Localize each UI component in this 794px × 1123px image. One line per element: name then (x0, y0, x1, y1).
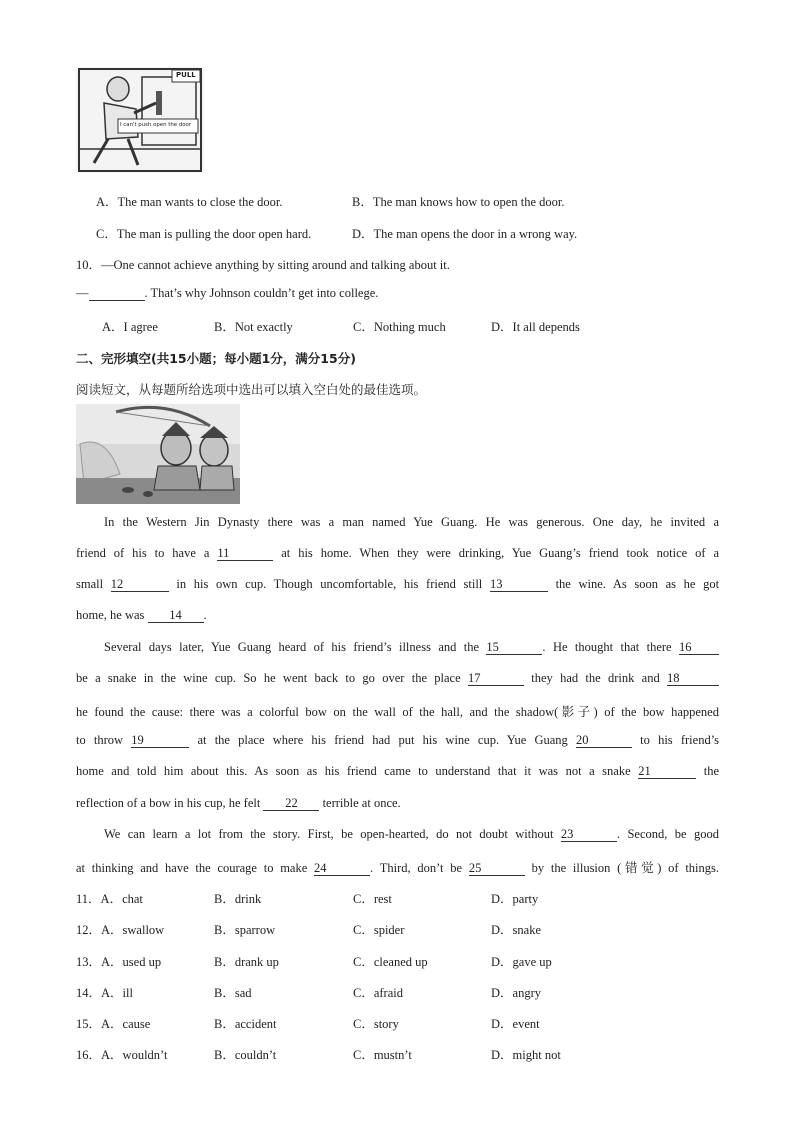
q9-option-b: B．The man knows how to open the door. (352, 195, 565, 209)
option-b: B．couldn’t (214, 1048, 277, 1062)
passage-p1-line1: In the Western Jin Dynasty there was a man named Yue Guang. He was generous. One day, he invited a (104, 515, 719, 529)
q9-option-d: D．The man opens the door in a wrong way. (352, 227, 578, 241)
blank-19: 19 (131, 733, 189, 748)
question-number: 11． (76, 892, 101, 906)
question-number: 14． (76, 986, 102, 1000)
passage-p1-line4 (76, 608, 207, 623)
text: they had the drink and (531, 671, 660, 685)
door-illustration-drawing (76, 67, 204, 173)
option-c: C．spider (353, 923, 405, 937)
text: be a snake in the wine cup. So he went back to go over the place (76, 671, 461, 685)
question-number: 16． (76, 1048, 102, 1062)
option-row-14 (76, 983, 133, 1001)
blank-16: 16 (679, 640, 719, 655)
option-row-13 (76, 952, 161, 970)
option-c: C．cleaned up (353, 955, 428, 969)
text: to his friend’s (640, 733, 720, 747)
section-title: 二、完形填空(共15小题；每小题1分，满分15分) (76, 351, 356, 366)
cartoon-illustration (76, 404, 240, 504)
q10-option-c: C．Nothing much (353, 320, 446, 334)
option-a: A．ill (101, 986, 133, 1000)
passage-p1-line2 (76, 546, 719, 561)
blank-20: 20 (576, 733, 632, 748)
passage-p3-line1 (104, 827, 719, 842)
option-c: C．mustn’t (353, 1048, 412, 1062)
q10-reply-text: . That’s why Johnson couldn’t get into college. (144, 286, 379, 300)
option-b: B．accident (214, 1017, 277, 1031)
option-a: A．chat (100, 892, 143, 906)
blank-15: 15 (486, 640, 542, 655)
passage-p2-line1 (104, 640, 719, 655)
q10-reply: — . That’s why Johnson couldn’t get into college. (76, 286, 379, 300)
q10-blank (89, 286, 145, 301)
passage-p1-line3 (76, 577, 719, 592)
option-d: D．angry (491, 986, 541, 1000)
speech-caption: I can't push open the door (120, 122, 192, 128)
text: at his home. When they were drinking, Yue Guang’s friend took notice of a (281, 546, 719, 560)
pull-sign: PULL (176, 71, 196, 79)
option-c: C．afraid (353, 986, 403, 1000)
option-d: D．event (491, 1017, 540, 1031)
option-row-16 (76, 1045, 167, 1063)
q10-option-b: B．Not exactly (214, 320, 293, 334)
text: in his own cup. Though uncomfortable, his friend still (176, 577, 483, 591)
blank-23: 23 (561, 827, 617, 842)
option-row-11 (76, 889, 143, 907)
text: by the illusion (错觉) of things. (531, 861, 720, 875)
option-d: D．might not (491, 1048, 561, 1062)
text: small (76, 577, 104, 591)
option-b: B．sparrow (214, 923, 276, 937)
q10-option-a: A．I agree (102, 320, 158, 334)
blank-25: 25 (469, 861, 525, 876)
text: at the place where his friend had put his wine cup. Yue Guang (197, 733, 568, 747)
blank-11: 11 (217, 546, 273, 561)
door-illustration (76, 67, 204, 173)
section-instruction: 阅读短文，从每题所给选项中选出可以填入空白处的最佳选项。 (76, 382, 427, 397)
text: at thinking and have the courage to make (76, 861, 308, 875)
question-number: 13． (76, 955, 102, 969)
option-row-15 (76, 1014, 150, 1032)
text: We can learn a lot from the story. First, be open-hearted, do not doubt without (104, 827, 554, 841)
option-b: B．sad (214, 986, 252, 1000)
blank-22: 22 (263, 796, 319, 811)
text: friend of his to have a (76, 546, 210, 560)
text: . Second, be good (616, 827, 720, 841)
text: the wine. As soon as he got (555, 577, 720, 591)
blank-17: 17 (468, 671, 524, 686)
text: reflection of a bow in his cup, he felt (76, 796, 261, 810)
option-a: A．cause (101, 1017, 151, 1031)
q9-option-c: C．The man is pulling the door open hard. (96, 227, 312, 241)
passage-p2-line2 (76, 671, 719, 686)
blank-18: 18 (667, 671, 719, 686)
passage-p2-line5 (76, 764, 719, 779)
option-d: D．gave up (491, 955, 552, 969)
option-c: C．rest (353, 892, 392, 906)
question-number: 12． (76, 923, 102, 937)
blank-14: 14 (148, 608, 204, 623)
q9-option-a: A．The man wants to close the door. (96, 195, 283, 209)
option-d: D．party (491, 892, 539, 906)
text: terrible at once. (322, 796, 401, 810)
passage-p2-line6 (76, 796, 401, 811)
blank-12: 12 (111, 577, 169, 592)
q10-option-d: D．It all depends (491, 320, 580, 334)
text: Several days later, Yue Guang heard of his friend’s illness and the (104, 640, 480, 654)
text: the (703, 764, 720, 778)
passage-p3-line2 (76, 858, 719, 876)
text: . (203, 608, 207, 622)
question-number: 15． (76, 1017, 102, 1031)
option-c: C．story (353, 1017, 399, 1031)
text: . He thought that there (542, 640, 672, 654)
blank-13: 13 (490, 577, 548, 592)
text: . Third, don’t be (370, 861, 463, 875)
text: home, he was (76, 608, 145, 622)
text: home and told him about this. As soon as his friend came to understand that it was not a snake (76, 764, 631, 778)
option-a: A．wouldn’t (101, 1048, 168, 1062)
option-d: D．snake (491, 923, 541, 937)
passage-p2-line4 (76, 733, 719, 748)
option-a: A．swallow (101, 923, 165, 937)
text: to throw (76, 733, 124, 747)
option-row-12 (76, 920, 164, 938)
blank-21: 21 (638, 764, 696, 779)
cartoon-illustration-drawing (76, 404, 240, 504)
passage-p2-line3: he found the cause: there was a colorful bow on the wall of the hall, and the shadow(影子) of the bow happened (76, 705, 719, 719)
option-b: B．drank up (214, 955, 279, 969)
option-b: B．drink (214, 892, 262, 906)
blank-24: 24 (314, 861, 370, 876)
option-a: A．used up (101, 955, 162, 969)
q10-stem: 10．—One cannot achieve anything by sitting around and talking about it. (76, 258, 450, 272)
